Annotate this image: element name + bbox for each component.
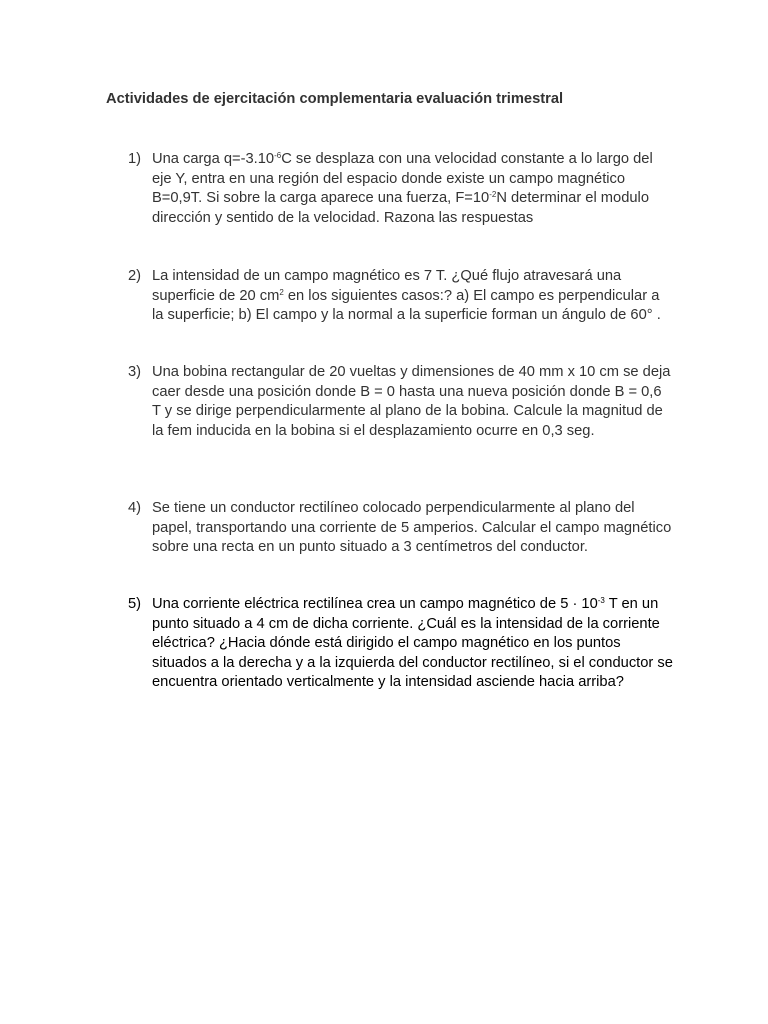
question-text-part: Una corriente eléctrica rectilínea crea un campo magnético de 5 · 10 [152,596,598,612]
question-number: 2) [128,268,142,284]
question-text-part: N determinar el modulo dirección y sentido de la velocidad. Razona las respuestas [152,190,649,226]
question-number: 5) [128,596,142,612]
question-text [152,267,673,326]
superscript-exponent: 2 [279,287,284,297]
question-text-part: C se desplaza con una velocidad constante a lo largo del eje Y, entra en una región del espacio donde existe un campo magnético B=0,9T. Si sobre la carga aparece una fuerza, F=10 [152,151,653,206]
question-text-part: Una carga q=-3.10 [152,151,275,167]
question-text-part: T en un punto situado a 4 cm de dicha corriente. ¿Cuál es la intensidad de la corriente eléctrica? ¿Hacia dónde está dirigido el campo magnético en los puntos situados a la derecha y a la izquierda del conductor rectilíneo, si el conductor se encuentra orientado verticalmente y la intensidad asciende hacia arriba? [152,596,673,690]
document-title: Actividades de ejercitación complementaria evaluación trimestral [106,91,564,107]
question-4 [128,499,673,558]
question-text [152,150,673,228]
question-number: 4) [128,500,142,516]
question-2 [128,267,673,326]
question-number: 1) [128,151,142,167]
question-text-part: en los siguientes casos:? a) El campo es perpendicular a la superficie; b) El campo y la normal a la superficie forman un ángulo de 60° . [152,287,661,323]
question-text [152,363,673,441]
question-3 [128,363,673,441]
question-number: 3) [128,364,142,380]
superscript-exponent: -2 [489,190,497,199]
question-text [152,595,673,693]
question-text [152,499,673,558]
question-text-part: Se tiene un conductor rectilíneo colocado perpendicularmente al plano del papel, transportando una corriente de 5 amperios. Calcular el campo magnético sobre una recta en un punto situado a 3 centímetros del conductor. [152,500,672,555]
question-5 [128,595,673,693]
superscript-exponent: -3 [597,596,605,605]
question-text-part: La intensidad de un campo magnético es 7 T. ¿Qué flujo atravesará una superficie de 20 cm [152,268,622,304]
question-1 [128,150,673,228]
question-text-part: Una bobina rectangular de 20 vueltas y dimensiones de 40 mm x 10 cm se deja caer desde una posición donde B = 0 hasta una nueva posición donde B = 0,6 T y se dirige perpendicularmente al plano de la bobina. Calcule la magnitud de la fem inducida en la bobina si el desplazamiento ocurre en 0,3 seg. [152,364,671,439]
superscript-exponent: -6 [274,151,282,160]
